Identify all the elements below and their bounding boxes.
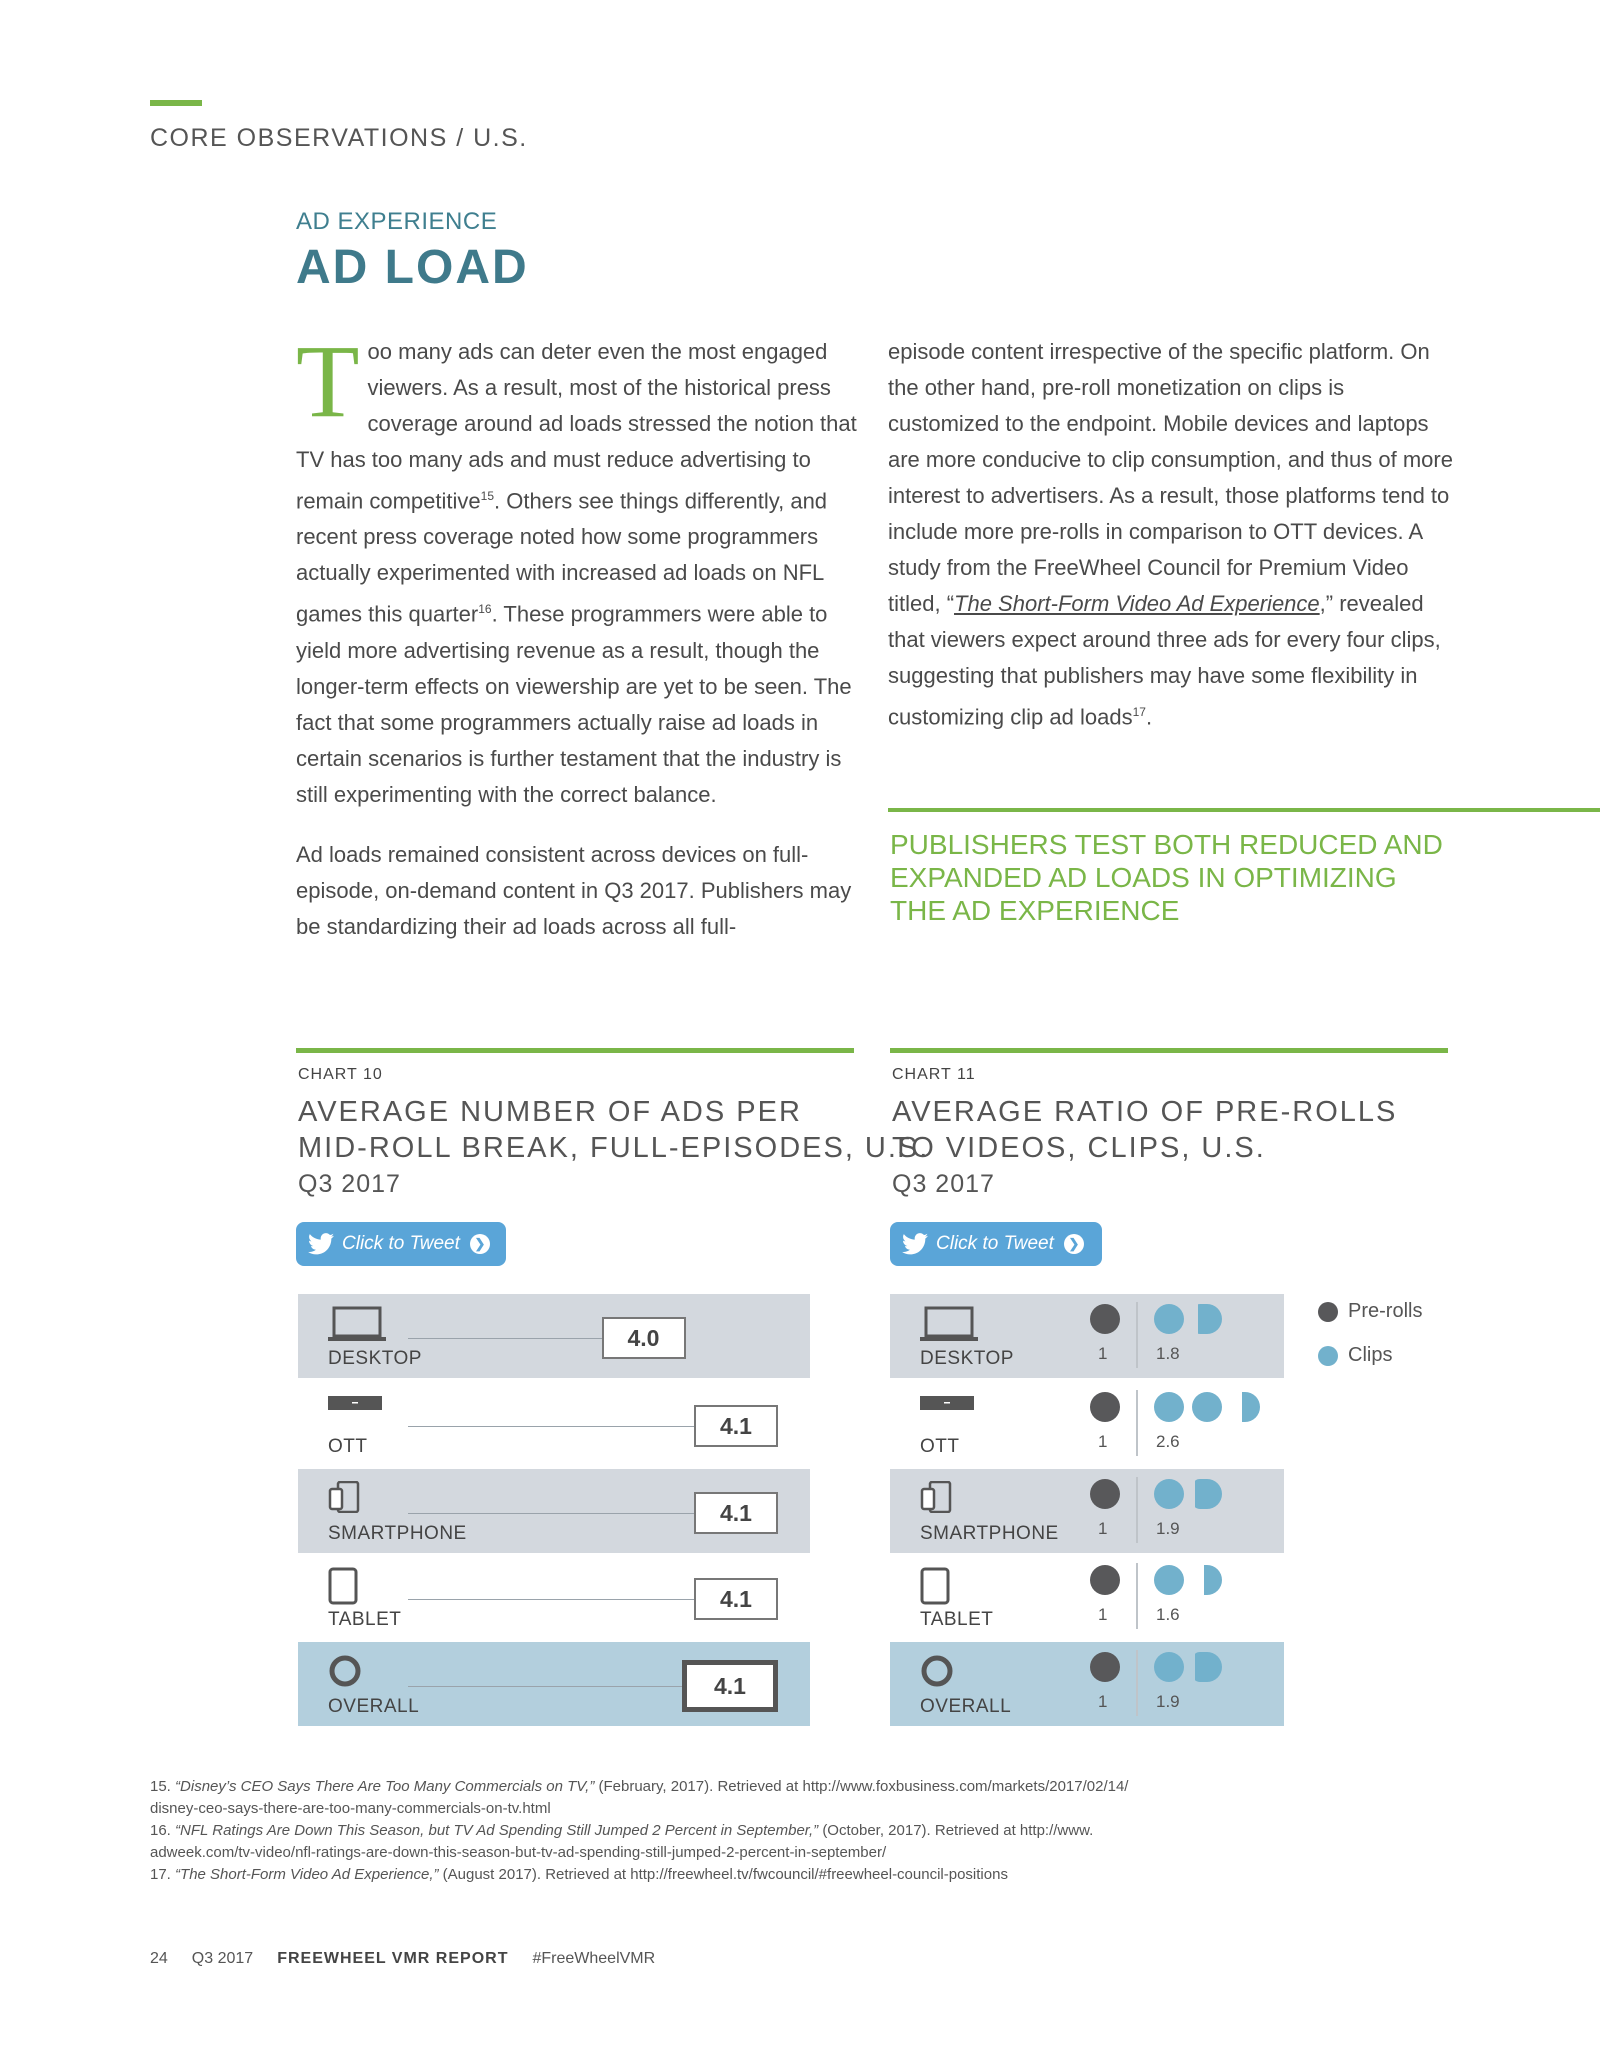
footnote-ref-15: 15 xyxy=(480,489,494,503)
twitter-bird-icon xyxy=(308,1233,334,1255)
footnote-17-title: “The Short-Form Video Ad Experience,” xyxy=(175,1866,439,1883)
laptop-icon xyxy=(920,1306,978,1347)
chevron-right-icon: ❯ xyxy=(1064,1234,1084,1254)
chart-11-clip-partial-fill xyxy=(1195,1652,1222,1682)
chart-11-category-label: SMARTPHONE xyxy=(920,1523,1059,1544)
chart-11-preroll-dot xyxy=(1090,1392,1120,1422)
footer-report-name: FREEWHEEL VMR REPORT xyxy=(277,1950,509,1967)
chart-11-preroll-value: 1 xyxy=(1098,1519,1108,1538)
chart-10-value-label: 4.1 xyxy=(682,1660,778,1712)
chart-10-title-line1: AVERAGE NUMBER OF ADS PER xyxy=(298,1096,802,1128)
chart-11-clip-partial-fill xyxy=(1204,1565,1222,1595)
chart-11-category-label: TABLET xyxy=(920,1609,994,1630)
chart-11-title xyxy=(892,1094,1397,1202)
chart-11-rule xyxy=(890,1048,1448,1053)
laptop-icon xyxy=(328,1306,386,1347)
chart-11-preroll-dot xyxy=(1090,1652,1120,1682)
overall-ring-icon xyxy=(328,1654,362,1693)
page-number: 24 xyxy=(150,1950,168,1967)
chart-10-value-label: 4.1 xyxy=(694,1578,778,1620)
footnote-ref-16: 16 xyxy=(478,602,492,617)
chart-11-preroll-value: 1 xyxy=(1098,1692,1108,1711)
chart-11-label: CHART 11 xyxy=(892,1066,976,1083)
chart-11-tweet-label: Click to Tweet xyxy=(936,1233,1054,1254)
chart-11-clip-partial-fill xyxy=(1195,1479,1222,1509)
overall-ring-icon xyxy=(920,1654,954,1693)
footnote-16 xyxy=(150,1820,1450,1842)
chart-10-category-label: SMARTPHONE xyxy=(328,1523,467,1544)
chart-10-row-desktop xyxy=(298,1294,810,1378)
chart-10-category-label: OTT xyxy=(328,1436,368,1457)
chart-10-bar-line xyxy=(408,1686,682,1687)
body-column-left xyxy=(296,324,866,945)
chart-11-row-tablet xyxy=(890,1555,1284,1639)
chart-11-preroll-value: 1 xyxy=(1098,1344,1108,1363)
chart-10-rule xyxy=(296,1048,854,1053)
chart-10-subtitle: Q3 2017 xyxy=(298,1170,401,1198)
chart-11-clip-dot xyxy=(1154,1479,1184,1509)
chart-11-clip-partial-fill xyxy=(1242,1392,1260,1422)
smartphone-icon xyxy=(328,1481,360,1518)
paragraph-1 xyxy=(296,324,866,813)
chart-11-divider xyxy=(1136,1390,1138,1456)
paragraph-2: Ad loads remained consistent across devices on full-episode, on-demand content in Q3 2017. Publishers may be standardizing their ad loads across all full- xyxy=(296,841,852,939)
chart-10-title-line2: MID-ROLL BREAK, FULL-EPISODES, U.S. xyxy=(298,1132,930,1164)
paragraph-3-text-c: . xyxy=(1145,704,1153,730)
chart-11-clip-partial-dot xyxy=(1195,1652,1222,1682)
kicker: AD EXPERIENCE xyxy=(296,208,498,235)
chart-10-tweet-label: Click to Tweet xyxy=(342,1233,460,1254)
page-footer xyxy=(150,1950,655,1968)
chart-11-row-ott xyxy=(890,1382,1284,1466)
chevron-right-icon: ❯ xyxy=(470,1234,490,1254)
paragraph-3 xyxy=(888,334,1458,735)
footnote-15-rest: (February, 2017). Retrieved at http://www.foxbusiness.com/markets/2017/02/14/ xyxy=(598,1778,1129,1795)
chart-11-clip-partial-dot xyxy=(1242,1392,1260,1422)
chart-11-clip-partial-dot xyxy=(1195,1479,1222,1509)
chart-10-category-label: TABLET xyxy=(328,1609,402,1630)
tablet-icon xyxy=(328,1567,358,1610)
footnote-17-num: 17. xyxy=(150,1866,171,1883)
chart-11-clip-partial-dot xyxy=(1204,1565,1222,1595)
chart-11-clip-value: 2.6 xyxy=(1156,1432,1180,1451)
footnote-17 xyxy=(150,1864,1450,1886)
chart-11-clip-partial-fill xyxy=(1198,1304,1222,1334)
footnotes xyxy=(150,1776,1450,1886)
chart-11-category-label: OTT xyxy=(920,1436,960,1457)
chart-11-clip-dot xyxy=(1154,1565,1184,1595)
footnote-16-rest: (October, 2017). Retrieved at http://www. xyxy=(822,1822,1094,1839)
chart-11-clip-dot xyxy=(1192,1392,1222,1422)
footnote-15-title: “Disney’s CEO Says There Are Too Many Commercials on TV,” xyxy=(175,1778,595,1795)
chart-10-bar-line xyxy=(408,1599,694,1600)
chart-11-divider xyxy=(1136,1477,1138,1543)
legend-dot-prerolls xyxy=(1318,1302,1338,1322)
chart-11-clip-dot xyxy=(1154,1652,1184,1682)
paragraph-1-text-a: oo many ads can deter even the most engaged viewers. As a result, most of the historical press coverage around ad loads stressed the notion that TV has too many ads and must reduce advertising to remain competitive xyxy=(296,339,857,514)
chart-11-preroll-value: 1 xyxy=(1098,1605,1108,1624)
chart-11-clip-partial-dot xyxy=(1198,1304,1222,1334)
chart-11-preroll-value: 1 xyxy=(1098,1432,1108,1451)
chart-11-preroll-dot xyxy=(1090,1565,1120,1595)
section-label: CORE OBSERVATIONS / U.S. xyxy=(150,124,528,152)
pullquote: PUBLISHERS TEST BOTH REDUCED AND EXPANDED AD LOADS IN OPTIMIZING THE AD EXPERIENCE xyxy=(890,829,1443,926)
chart-11-row-overall xyxy=(890,1642,1284,1726)
paragraph-3-text-b: ,” revealed that viewers expect around three ads for every four clips, suggesting that publishers may have some flexibility in customizing clip ad loads xyxy=(888,591,1441,730)
chart-11-clip-value: 1.6 xyxy=(1156,1605,1180,1624)
chart-10-value-label: 4.1 xyxy=(694,1405,778,1447)
ott-device-icon xyxy=(920,1394,974,1417)
footnote-15-num: 15. xyxy=(150,1778,171,1795)
chart-10-value-label: 4.1 xyxy=(694,1492,778,1534)
chart-11-divider xyxy=(1136,1302,1138,1368)
footnote-15-line2: disney-ceo-says-there-are-too-many-commercials-on-tv.html xyxy=(150,1800,551,1817)
footnote-16-line2: adweek.com/tv-video/nfl-ratings-are-down-this-season-but-tv-ad-spending-still-jumped-2-percent-in-september/ xyxy=(150,1844,887,1861)
smartphone-icon xyxy=(920,1481,952,1518)
legend-item-clips xyxy=(1318,1344,1392,1367)
chart-10-bar-line xyxy=(408,1426,694,1427)
chart-11-preroll-dot xyxy=(1090,1479,1120,1509)
ott-device-icon xyxy=(328,1394,382,1417)
chart-11-row-smartphone xyxy=(890,1469,1284,1553)
drop-cap: T xyxy=(296,324,360,439)
chart-11-title-line1: AVERAGE RATIO OF PRE-ROLLS xyxy=(892,1096,1398,1128)
footnote-ref-17: 17 xyxy=(1132,705,1146,719)
chart-11-divider xyxy=(1136,1563,1138,1629)
legend-item-prerolls xyxy=(1318,1300,1422,1323)
body-column-right xyxy=(888,334,1458,735)
pullquote-rule xyxy=(888,808,1600,812)
footnote-16-title: “NFL Ratings Are Down This Season, but TV Ad Spending Still Jumped 2 Percent in September,” xyxy=(175,1822,819,1839)
chart-11-row-desktop xyxy=(890,1294,1284,1378)
chart-11-clip-value: 1.9 xyxy=(1156,1519,1180,1538)
footer-hashtag: #FreeWheelVMR xyxy=(532,1950,656,1967)
chart-10-bar-line xyxy=(408,1513,694,1514)
twitter-bird-icon xyxy=(902,1233,928,1255)
footnote-15 xyxy=(150,1776,1450,1798)
chart-11-clip-dot xyxy=(1154,1304,1184,1334)
chart-11-clip-value: 1.8 xyxy=(1156,1344,1180,1363)
chart-11-category-label: OVERALL xyxy=(920,1696,1012,1717)
chart-11-preroll-dot xyxy=(1090,1304,1120,1334)
chart-11-tweet-button[interactable] xyxy=(890,1222,1102,1266)
page-title: AD LOAD xyxy=(296,241,529,294)
chart-10-bar-line xyxy=(408,1338,602,1339)
footnote-16-num: 16. xyxy=(150,1822,171,1839)
legend-label-clips: Clips xyxy=(1348,1344,1393,1366)
chart-10-tweet-button[interactable] xyxy=(296,1222,506,1266)
chart-10-category-label: OVERALL xyxy=(328,1696,420,1717)
chart-10-label: CHART 10 xyxy=(298,1066,383,1083)
chart-11-divider xyxy=(1136,1650,1138,1716)
paragraph-3-text-a: episode content irrespective of the specific platform. On the other hand, pre-roll monetization on clips is customized to the endpoint. Mobile devices and laptops are more conducive to clip consumption, and thus of more interest to advertisers. As a result, those platforms tend to include more pre-rolls in comparison to OTT devices. A study from the FreeWheel Council for Premium Video titled, “ xyxy=(888,339,1453,616)
chart-11-clip-value: 1.9 xyxy=(1156,1692,1180,1711)
footer-period: Q3 2017 xyxy=(191,1950,254,1967)
chart-11-category-label: DESKTOP xyxy=(920,1348,1014,1369)
chart-11-clip-dot xyxy=(1154,1392,1184,1422)
legend-label-prerolls: Pre-rolls xyxy=(1348,1300,1423,1322)
chart-10-title xyxy=(298,1094,929,1202)
paragraph-1-text-c: . These programmers were able to yield more advertising revenue as a result, though the longer-term effects on viewership are yet to be seen. The fact that some programmers actually raise ad loads in certain scenarios is further testament that the industry is still experimenting with the correct balance. xyxy=(296,601,852,807)
legend-dot-clips xyxy=(1318,1346,1338,1366)
chart-10-category-label: DESKTOP xyxy=(328,1348,422,1369)
tablet-icon xyxy=(920,1567,950,1610)
study-link[interactable]: The Short-Form Video Ad Experience xyxy=(954,591,1320,616)
chart-10-value-label: 4.0 xyxy=(602,1317,686,1359)
chart-11-subtitle: Q3 2017 xyxy=(892,1170,995,1198)
footnote-17-rest: (August 2017). Retrieved at http://freewheel.tv/fwcouncil/#freewheel-council-positions xyxy=(442,1866,1008,1883)
chart-11-title-line2: TO VIDEOS, CLIPS, U.S. xyxy=(892,1132,1266,1164)
accent-bar xyxy=(150,100,202,106)
paragraph-1-text-b: . Others see things differently, and recent press coverage noted how some programmers actually experimented with increased ad loads on NFL games this quarter xyxy=(296,488,828,627)
